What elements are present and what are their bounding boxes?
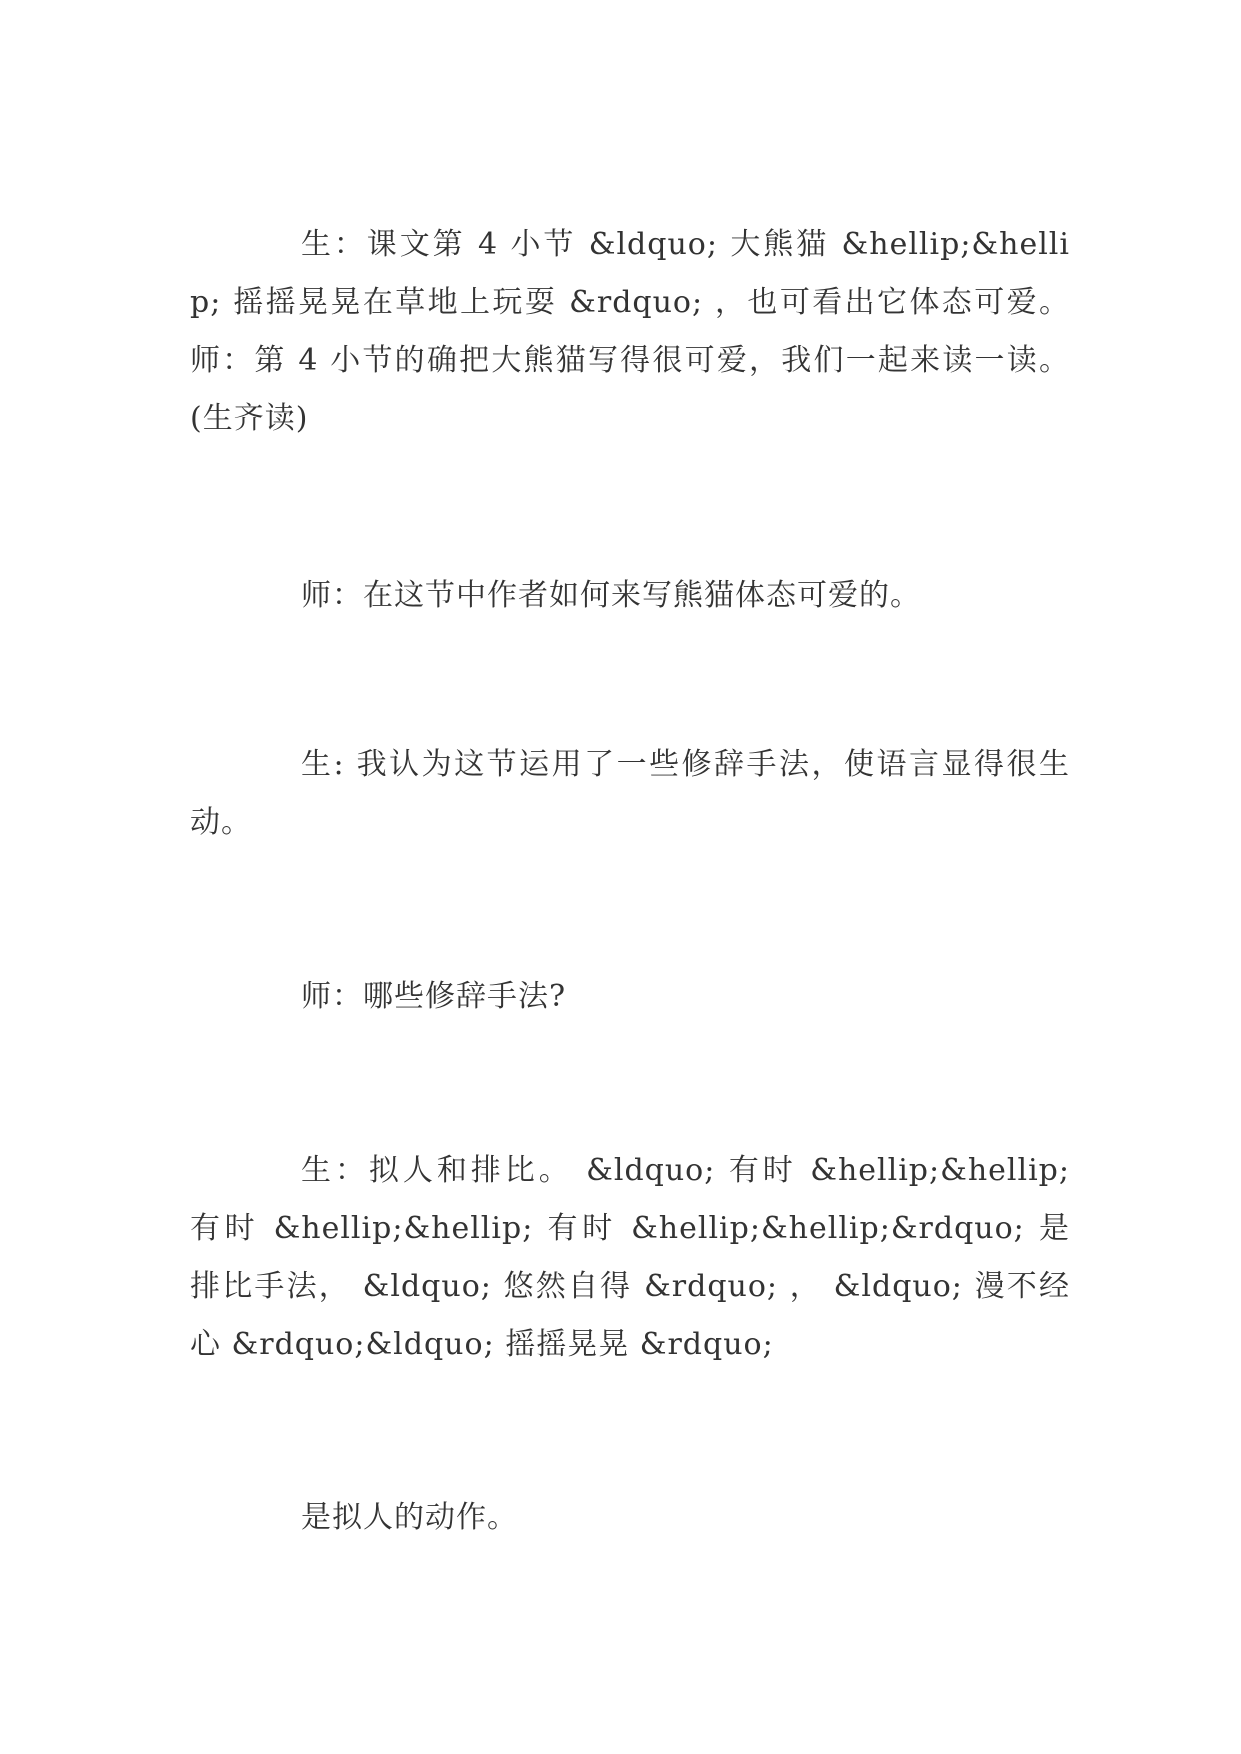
paragraph-4: 师：哪些修辞手法?	[301, 979, 567, 1014]
paragraph-2: 师：在这节中作者如何来写熊猫体态可爱的。	[301, 578, 921, 613]
paragraph-1: 生：课文第 4 小节 &ldquo; 大熊猫 &hellip;&hellip; 摇摇晃晃在草地上玩耍 &rdquo; ，也可看出它体态可爱。师：第 4 小节的确把大熊猫写得很可爱，我们一起来读一读。(生齐读)	[190, 227, 1070, 436]
paragraph-6: 是拟人的动作。	[301, 1500, 518, 1535]
paragraph-5: 生：拟人和排比。 &ldquo; 有时 &hellip;&hellip; 有时 &hellip;&hellip; 有时 &hellip;&hellip;&rdquo; 是排比手法， &ldquo; 悠然自得 &rdquo; ， &ldquo; 漫不经心 &rdquo;&ldquo; 摇摇晃晃 &rdquo;	[190, 1153, 1070, 1362]
paragraph-3: 生: 我认为这节运用了一些修辞手法，使语言显得很生动。	[190, 747, 1070, 840]
